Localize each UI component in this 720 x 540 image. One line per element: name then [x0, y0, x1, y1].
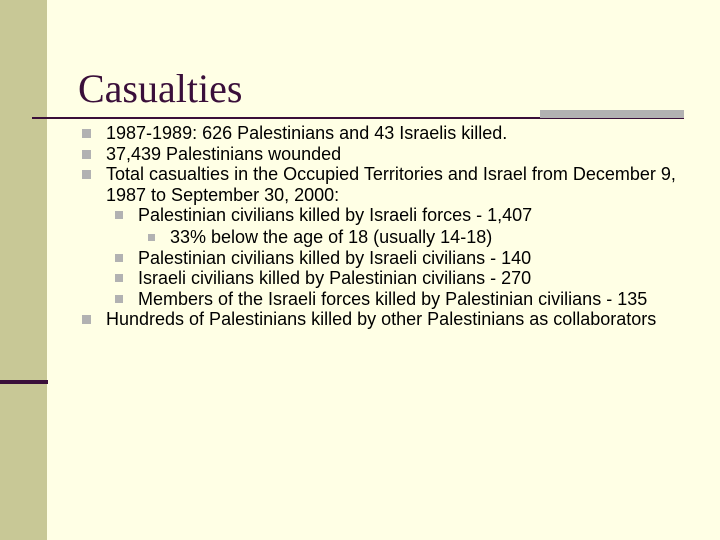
square-bullet-icon [115, 254, 123, 262]
square-bullet-icon [148, 234, 155, 241]
bullet-total-casualties [80, 164, 690, 205]
square-bullet-icon [82, 129, 91, 138]
sub-bullet-text: Israeli civilians killed by Palestinian civilians - 270 [138, 268, 532, 288]
square-bullet-icon [82, 315, 91, 324]
sub-sub-bullet-text: 33% below the age of 18 (usually 14-18) [170, 226, 493, 247]
sub-bullet-text: Members of the Israeli forces killed by Palestinian civilians - 135 [138, 288, 648, 309]
sub-bullet-text: Palestinian civilians killed by Israeli civilians - 140 [138, 247, 532, 268]
sub-bullet-text: Palestinian civilians killed by Israeli forces - 1,407 [138, 205, 533, 225]
left-accent-bar [0, 380, 48, 384]
square-bullet-icon [115, 211, 123, 219]
slide-body [80, 123, 690, 330]
bullet-text: Hundreds of Palestinians killed by other Palestinians as collaborators [106, 309, 657, 329]
sub-bullet-killed-by-israeli-forces [112, 205, 690, 226]
square-bullet-icon [82, 150, 91, 159]
bullet-collaborators [80, 309, 690, 330]
title-underline-accent [540, 110, 684, 118]
square-bullet-icon [115, 295, 123, 303]
bullet-1987-1989 [80, 123, 690, 144]
bullet-wounded [80, 144, 690, 165]
sub-sub-bullet-age [144, 226, 690, 248]
sub-bullet-killed-by-israeli-civilians [112, 248, 690, 269]
left-sidebar-band [0, 0, 47, 540]
square-bullet-icon [82, 170, 91, 179]
bullet-text: 37,439 Palestinians wounded [106, 143, 342, 164]
bullet-text: 1987-1989: 626 Palestinians and 43 Israelis killed. [106, 123, 508, 143]
sub-bullet-israeli-civilians-killed [112, 268, 690, 289]
slide-title: Casualties [78, 66, 243, 111]
sub-bullet-israeli-forces-killed [112, 289, 690, 310]
bullet-text: Total casualties in the Occupied Territories and Israel from December 9, 1987 to September 30, 2000: [106, 164, 676, 205]
square-bullet-icon [115, 274, 123, 282]
